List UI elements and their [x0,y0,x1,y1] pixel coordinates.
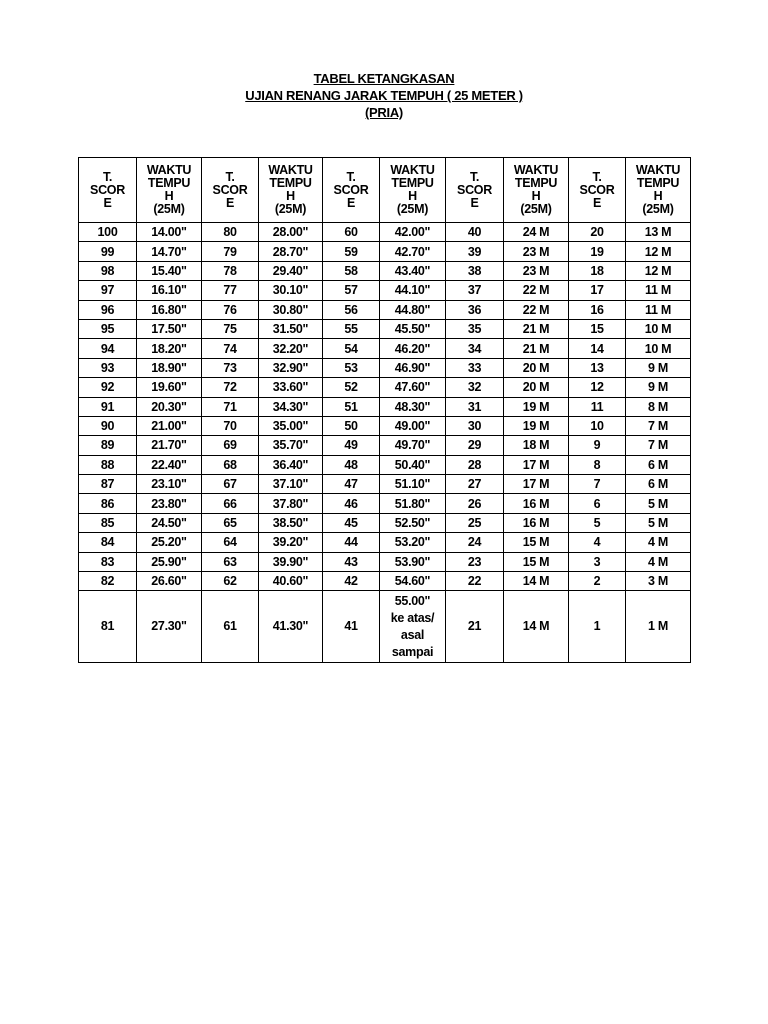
table-cell: 36 [446,300,504,319]
table-cell: 30.80" [259,300,323,319]
table-row [79,513,691,532]
table-cell: 9 [569,436,626,455]
table-row [79,494,691,513]
table-cell: 1 [569,591,626,663]
table-cell: 33.60" [259,378,323,397]
table-cell: 46.90" [380,358,446,377]
table-cell: 42.70" [380,242,446,261]
table-cell: 18 M [504,436,569,455]
header-time: WAKTU TEMPU H (25M) [626,158,691,223]
table-cell: 54 [323,339,380,358]
table-cell: 10 M [626,319,691,338]
table-cell: 71 [202,397,259,416]
table-cell: 57 [323,281,380,300]
table-cell: 99 [79,242,137,261]
table-cell: 47.60" [380,378,446,397]
table-row [79,300,691,319]
table-row [79,475,691,494]
table-cell: 6 M [626,455,691,474]
table-cell: 20 M [504,378,569,397]
table-cell: 19.60" [137,378,202,397]
table-cell: 53.20" [380,533,446,552]
table-cell: 86 [79,494,137,513]
table-cell: 11 M [626,300,691,319]
document-title [0,70,768,121]
table-row [79,397,691,416]
table-cell: 18 [569,261,626,280]
header-score: T. SCOR E [323,158,380,223]
table-cell: 75 [202,319,259,338]
table-cell: 89 [79,436,137,455]
table-cell: 7 M [626,416,691,435]
table-cell: 16.80" [137,300,202,319]
table-cell: 38.50" [259,513,323,532]
title-line-2: UJIAN RENANG JARAK TEMPUH ( 25 METER ) [245,88,523,103]
table-cell: 15 M [504,533,569,552]
table-cell: 88 [79,455,137,474]
table-cell: 30.10" [259,281,323,300]
table-cell: 46.20" [380,339,446,358]
table-row [79,339,691,358]
table-cell: 6 [569,494,626,513]
table-cell: 21.70" [137,436,202,455]
table-cell: 24 [446,533,504,552]
title-line-3: (PRIA) [365,105,403,120]
table-cell: 60 [323,223,380,242]
table-cell: 31.50" [259,319,323,338]
header-score: T. SCOR E [569,158,626,223]
table-cell: 23.80" [137,494,202,513]
table-cell: 83 [79,552,137,571]
table-cell: 43 [323,552,380,571]
table-cell: 6 M [626,475,691,494]
table-cell: 15.40" [137,261,202,280]
table-cell: 51.10" [380,475,446,494]
table-cell: 46 [323,494,380,513]
table-cell: 64 [202,533,259,552]
table-row [79,281,691,300]
table-cell: 37 [446,281,504,300]
table-cell: 44.80" [380,300,446,319]
table-cell: 23 [446,552,504,571]
header-score: T. SCOR E [446,158,504,223]
table-cell: 40 [446,223,504,242]
table-cell: 32.20" [259,339,323,358]
table-cell: 16 M [504,494,569,513]
table-cell: 78 [202,261,259,280]
table-cell: 100 [79,223,137,242]
table-cell: 9 M [626,358,691,377]
table-cell: 93 [79,358,137,377]
table-cell: 68 [202,455,259,474]
table-cell: 28.00" [259,223,323,242]
table-cell: 74 [202,339,259,358]
table-cell: 35 [446,319,504,338]
table-cell: 15 M [504,552,569,571]
table-cell: 24 M [504,223,569,242]
table-row [79,552,691,571]
table-cell: 48.30" [380,397,446,416]
table-cell: 16 [569,300,626,319]
table-cell: 94 [79,339,137,358]
table-cell: 41 [323,591,380,663]
table-cell: 77 [202,281,259,300]
table-cell: 8 M [626,397,691,416]
table-cell: 17 M [504,455,569,474]
table-cell: 27.30" [137,591,202,663]
table-cell: 17 M [504,475,569,494]
table-cell: 5 M [626,513,691,532]
table-cell: 13 M [626,223,691,242]
table-cell: 23.10" [137,475,202,494]
table-cell: 3 M [626,572,691,591]
table-cell: 39.90" [259,552,323,571]
header-time: WAKTU TEMPU H (25M) [504,158,569,223]
table-cell: 19 M [504,416,569,435]
table-cell: 14 M [504,591,569,663]
table-cell: 30 [446,416,504,435]
table-cell: 28 [446,455,504,474]
table-cell: 42 [323,572,380,591]
table-cell: 44 [323,533,380,552]
table-cell: 87 [79,475,137,494]
table-cell: 98 [79,261,137,280]
table-cell: 32.90" [259,358,323,377]
table-cell: 16.10" [137,281,202,300]
table-cell: 47 [323,475,380,494]
table-cell: 33 [446,358,504,377]
table-cell: 67 [202,475,259,494]
table-cell: 52 [323,378,380,397]
header-time: WAKTU TEMPU H (25M) [259,158,323,223]
table-cell: 14.70" [137,242,202,261]
score-table [78,157,691,663]
table-cell: 20 M [504,358,569,377]
table-cell: 3 [569,552,626,571]
table-cell: 58 [323,261,380,280]
table-cell: 95 [79,319,137,338]
table-cell: 15 [569,319,626,338]
table-cell: 50.40" [380,455,446,474]
table-cell: 59 [323,242,380,261]
table-cell: 19 [569,242,626,261]
table-row [79,358,691,377]
table-cell: 40.60" [259,572,323,591]
table-row [79,261,691,280]
table-cell: 62 [202,572,259,591]
table-cell: 41.30" [259,591,323,663]
table-cell: 38 [446,261,504,280]
table-cell: 51 [323,397,380,416]
table-cell: 61 [202,591,259,663]
table-cell: 49 [323,436,380,455]
table-cell: 4 M [626,533,691,552]
table-cell: 27 [446,475,504,494]
table-cell: 56 [323,300,380,319]
table-cell: 22 M [504,300,569,319]
table-cell: 4 M [626,552,691,571]
table-cell: 12 M [626,261,691,280]
table-cell: 55 [323,319,380,338]
table-cell: 70 [202,416,259,435]
table-cell: 11 M [626,281,691,300]
table-cell: 14.00" [137,223,202,242]
table-cell: 91 [79,397,137,416]
table-cell: 80 [202,223,259,242]
table-cell: 25 [446,513,504,532]
table-cell: 55.00" ke atas/ asal sampai [380,591,446,663]
table-cell: 45 [323,513,380,532]
table-cell: 5 [569,513,626,532]
table-cell: 81 [79,591,137,663]
table-cell: 73 [202,358,259,377]
table-cell: 21.00" [137,416,202,435]
header-time: WAKTU TEMPU H (25M) [137,158,202,223]
header-score: T. SCOR E [202,158,259,223]
table-cell: 69 [202,436,259,455]
table-cell: 53 [323,358,380,377]
table-row [79,591,691,663]
table-cell: 4 [569,533,626,552]
table-cell: 34 [446,339,504,358]
table-cell: 25.20" [137,533,202,552]
table-cell: 39 [446,242,504,261]
table-row [79,416,691,435]
table-cell: 18.20" [137,339,202,358]
table-cell: 13 [569,358,626,377]
table-cell: 9 M [626,378,691,397]
header-row [79,158,691,223]
table-cell: 17.50" [137,319,202,338]
table-cell: 45.50" [380,319,446,338]
table-row [79,572,691,591]
table-cell: 97 [79,281,137,300]
table-cell: 28.70" [259,242,323,261]
table-cell: 31 [446,397,504,416]
table-cell: 35.00" [259,416,323,435]
table-cell: 96 [79,300,137,319]
table-cell: 65 [202,513,259,532]
table-cell: 22 [446,572,504,591]
table-cell: 29 [446,436,504,455]
table-cell: 32 [446,378,504,397]
table-cell: 49.00" [380,416,446,435]
table-cell: 10 M [626,339,691,358]
table-cell: 36.40" [259,455,323,474]
table-row [79,319,691,338]
table-cell: 92 [79,378,137,397]
table-cell: 22 M [504,281,569,300]
table-header [79,158,691,223]
table-cell: 10 [569,416,626,435]
table-cell: 23 M [504,261,569,280]
table-cell: 26 [446,494,504,513]
table-cell: 72 [202,378,259,397]
table-cell: 48 [323,455,380,474]
table-cell: 29.40" [259,261,323,280]
table-cell: 37.10" [259,475,323,494]
table-cell: 76 [202,300,259,319]
table-row [79,223,691,242]
table-cell: 50 [323,416,380,435]
header-time: WAKTU TEMPU H (25M) [380,158,446,223]
table-row [79,455,691,474]
table-cell: 18.90" [137,358,202,377]
table-cell: 17 [569,281,626,300]
table-row [79,378,691,397]
table-cell: 84 [79,533,137,552]
table-cell: 2 [569,572,626,591]
table-cell: 35.70" [259,436,323,455]
table-row [79,242,691,261]
table-cell: 63 [202,552,259,571]
table-cell: 66 [202,494,259,513]
table-cell: 49.70" [380,436,446,455]
table-cell: 82 [79,572,137,591]
table-cell: 37.80" [259,494,323,513]
table-cell: 5 M [626,494,691,513]
table-cell: 53.90" [380,552,446,571]
table-cell: 25.90" [137,552,202,571]
table-cell: 12 M [626,242,691,261]
table-cell: 21 M [504,319,569,338]
table-cell: 85 [79,513,137,532]
table-cell: 39.20" [259,533,323,552]
table-cell: 26.60" [137,572,202,591]
table-cell: 34.30" [259,397,323,416]
title-line-1: TABEL KETANGKASAN [313,71,455,86]
table-cell: 90 [79,416,137,435]
header-score: T. SCOR E [79,158,137,223]
table-row [79,436,691,455]
table-cell: 52.50" [380,513,446,532]
table-cell: 20 [569,223,626,242]
table-cell: 11 [569,397,626,416]
table-cell: 7 [569,475,626,494]
table-cell: 24.50" [137,513,202,532]
table-cell: 54.60" [380,572,446,591]
table-cell: 14 M [504,572,569,591]
table-cell: 19 M [504,397,569,416]
table-cell: 22.40" [137,455,202,474]
table-body [79,223,691,663]
table-cell: 14 [569,339,626,358]
table-cell: 21 M [504,339,569,358]
table-cell: 7 M [626,436,691,455]
table-cell: 51.80" [380,494,446,513]
table-cell: 79 [202,242,259,261]
table-cell: 43.40" [380,261,446,280]
table-cell: 44.10" [380,281,446,300]
table-cell: 21 [446,591,504,663]
table-row [79,533,691,552]
table-cell: 42.00" [380,223,446,242]
table-cell: 8 [569,455,626,474]
table-cell: 1 M [626,591,691,663]
table-cell: 23 M [504,242,569,261]
table-cell: 12 [569,378,626,397]
table-cell: 16 M [504,513,569,532]
table-cell: 20.30" [137,397,202,416]
